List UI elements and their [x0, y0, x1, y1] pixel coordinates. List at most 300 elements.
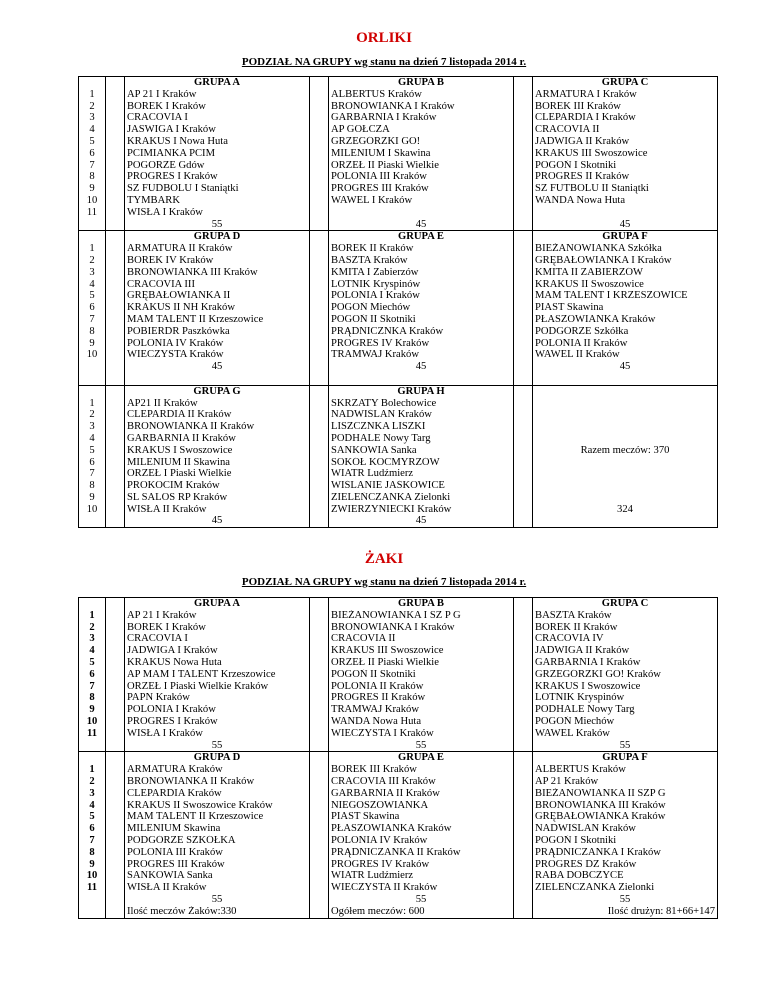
team-name: ARMATURA Kraków: [127, 764, 223, 776]
group-header: GRUPA D: [193, 231, 241, 243]
team-name: PROGRES III Kraków: [127, 858, 225, 870]
group-match-count: 45: [211, 361, 223, 373]
team-name: PRĄDNICZNKA Kraków: [331, 325, 444, 337]
team-name: BIEŻANOWIANKA II SZP G: [535, 787, 666, 799]
group-match-count: 45: [619, 361, 631, 373]
group-header: GRUPA H: [397, 385, 445, 397]
row-number: 1: [89, 88, 95, 100]
row-number: 2: [89, 409, 95, 421]
team-name: LISZCZNKA LISZKI: [331, 421, 426, 433]
team-name: ARMATURA II Kraków: [127, 243, 233, 255]
row-number: 3: [89, 112, 95, 124]
team-name: LOTNIK Kryspinów: [331, 278, 421, 290]
row-number: 9: [89, 858, 95, 870]
row-number: 3: [89, 633, 95, 645]
team-name: PRĄDNICZANKA II Kraków: [331, 846, 461, 858]
group-column: [533, 231, 718, 385]
row-number: 9: [89, 337, 95, 349]
team-name: WANDA Nowa Huta: [331, 715, 422, 727]
blank-line: [535, 457, 715, 469]
team-name: WISŁA II Kraków: [127, 882, 207, 894]
group-header: GRUPA B: [397, 77, 444, 88]
team-name: [331, 207, 511, 219]
group-block-row: [79, 752, 718, 918]
team-name: BOREK III Kraków: [535, 100, 621, 112]
team-name: ZIELEŃCZANKA Zielonki: [535, 882, 655, 894]
team-name: KRAKUS II NH Kraków: [127, 302, 235, 314]
team-name: PRĄDNICZANKA I Kraków: [535, 846, 661, 858]
column-gap: [514, 77, 533, 231]
blank-line: [535, 468, 715, 480]
row-number: 6: [89, 147, 95, 159]
group-header: GRUPA F: [602, 231, 648, 243]
group-header: GRUPA D: [193, 752, 241, 764]
row-number: 8: [89, 480, 95, 492]
team-name: WAWEL I Kraków: [331, 194, 413, 206]
team-name: PROGRES IV Kraków: [331, 337, 430, 349]
team-name: PIAST Skawina: [331, 811, 400, 823]
team-name: ALBERTUS Kraków: [535, 764, 626, 776]
team-name: JASWIGA I Kraków: [127, 124, 216, 136]
team-name: NADWIŚLAN Kraków: [331, 409, 432, 421]
group-header: GRUPA B: [397, 598, 444, 609]
row-number: 9: [89, 704, 95, 716]
column-gap: [310, 752, 329, 918]
team-name: [535, 207, 715, 219]
orliki-subtitle: PODZIAŁ NA GRUPY wg stanu na dzień 7 listopada 2014 r.: [241, 56, 527, 68]
team-name: BASZTA Kraków: [331, 254, 408, 266]
team-name: BRONOWIANKA I Kraków: [331, 621, 455, 633]
team-name: ORZEŁ I Piaski Wielkie Kraków: [127, 680, 269, 692]
group-column: [329, 231, 514, 385]
team-name: SZ FUTBOLU II Staniątki: [535, 183, 649, 195]
group-column: [125, 231, 310, 385]
team-name: ZWIERZYNIECKI Kraków: [331, 503, 452, 515]
group-block-row: [79, 385, 718, 528]
team-name: PROGRES I Kraków: [127, 715, 218, 727]
row-number: 7: [89, 159, 95, 171]
team-name: BRONOWIANKA III Kraków: [127, 266, 258, 278]
team-name: JADWIGA II Kraków: [535, 135, 630, 147]
team-name: NIEGOSZOWIANKA: [331, 799, 429, 811]
team-name: AP MAM I TALENT Krzeszowice: [127, 668, 276, 680]
team-name: POGOŃ Miechów: [535, 715, 615, 727]
team-name: PCIMIANKA PCIM: [127, 147, 216, 159]
team-name: BRONOWIANKA III Kraków: [535, 799, 666, 811]
team-name: POGORZE Gdów: [127, 159, 205, 171]
orliki-table: [78, 76, 718, 528]
team-name: WAWEL II Kraków: [535, 349, 620, 361]
team-name: WIATR Ludźmierz: [331, 870, 414, 882]
group-column: [533, 77, 718, 231]
group-match-count: 45: [415, 218, 427, 230]
team-name: WIŚLANIE JAŚKOWICE: [331, 480, 445, 492]
team-name: MILENIUM Skawina: [127, 823, 221, 835]
team-name: PROGRES I Kraków: [127, 171, 218, 183]
team-name: SKRZATY Bolechowice: [331, 397, 437, 409]
row-number: 5: [89, 811, 95, 823]
team-name: BASZTA Kraków: [535, 609, 612, 621]
group-header: GRUPA G: [193, 385, 241, 397]
team-name: WISŁA I Kraków: [127, 206, 203, 218]
team-name: POGOŃ Miechów: [331, 302, 411, 314]
summary-footer: Ilość drużyn: 81+66+147: [607, 905, 715, 917]
group-column: [125, 598, 310, 752]
column-gap: [106, 752, 125, 918]
team-name: GARBARNIA I Kraków: [535, 656, 641, 668]
team-name: GRĘBAŁOWIANKA I Kraków: [535, 254, 672, 266]
row-number: [81, 231, 103, 243]
row-number: [81, 740, 103, 752]
team-name: WIECZYSTA II Kraków: [331, 882, 438, 894]
team-name: BRONOWIANKA II Kraków: [127, 421, 255, 433]
row-number: 9: [89, 491, 95, 503]
row-number: 10: [86, 503, 98, 515]
row-number: [81, 219, 103, 231]
team-name: GARBARNIA II Kraków: [127, 432, 236, 444]
team-name: BIEŻANOWIANKA I SZ P G: [331, 609, 461, 621]
team-name: AP 21 I Kraków: [127, 609, 197, 621]
team-name: KRAKUS I Nowa Huta: [127, 135, 228, 147]
column-gap: [106, 385, 125, 528]
group-header: GRUPA F: [602, 752, 648, 764]
group-match-count: 55: [415, 739, 427, 751]
group-column: [533, 385, 718, 528]
team-name: GRZEGÓRZKI GO! Kraków: [535, 668, 661, 680]
group-column: [125, 385, 310, 528]
row-number: [81, 752, 103, 764]
column-gap: [514, 385, 533, 528]
row-number: 5: [89, 656, 95, 668]
group-match-count: 45: [211, 515, 223, 527]
team-name: PAPN Kraków: [127, 692, 190, 704]
team-name: CRACOVIA III: [127, 278, 195, 290]
team-name: WIECZYSTA I Kraków: [331, 727, 434, 739]
row-number: [81, 515, 103, 527]
total-matches-label: Razem meczów: 370: [580, 444, 670, 456]
row-number: [81, 361, 103, 373]
team-name: WAWEL Kraków: [535, 727, 610, 739]
group-header: GRUPA E: [397, 752, 444, 764]
team-name: POLONIA II Kraków: [535, 337, 628, 349]
group-column: [329, 598, 514, 752]
team-name: PODHALE Nowy Targ: [331, 432, 431, 444]
row-number: 4: [89, 278, 95, 290]
team-name: BOREK IV Kraków: [127, 254, 214, 266]
row-number-column: [79, 77, 106, 231]
blank-line: [535, 421, 715, 433]
row-number: 9: [89, 183, 95, 195]
team-name: AP 21 I Kraków: [127, 88, 197, 100]
column-gap: [310, 77, 329, 231]
row-number: 10: [86, 870, 98, 882]
column-gap: [106, 231, 125, 385]
team-name: CRACOVIA IV: [535, 633, 604, 645]
team-name: SANKOWIA Sanka: [331, 444, 417, 456]
column-gap: [106, 77, 125, 231]
row-number: 4: [89, 124, 95, 136]
team-name: PROGRES III Kraków: [331, 183, 429, 195]
team-name: TRAMWAJ Kraków: [331, 349, 419, 361]
team-name: MAM TALENT II Krzeszowice: [127, 313, 264, 325]
group-header: GRUPA A: [193, 77, 240, 88]
row-number-column: [79, 752, 106, 918]
row-number: 7: [89, 680, 95, 692]
group-match-count: 45: [415, 361, 427, 373]
team-name: MILENIUM I Skawina: [331, 147, 431, 159]
summary-footer: Ilość meczów Żaków:330: [127, 905, 237, 917]
team-name: KRAKUS II Swoszowice: [535, 278, 644, 290]
row-number: 2: [89, 100, 95, 112]
group-block-row: [79, 77, 718, 231]
team-name: PODHALE Nowy Targ: [535, 704, 635, 716]
group-column: [329, 385, 514, 528]
row-number: 2: [89, 254, 95, 266]
team-name: SZ FUDBOLU I Staniątki: [127, 183, 239, 195]
team-name: PROGRES II Kraków: [331, 692, 426, 704]
group-column: [125, 752, 310, 918]
team-name: CRACOVIA II: [535, 124, 600, 136]
team-name: CLEPARDIA Kraków: [127, 787, 222, 799]
team-name: KRAKUS II Swoszowice Kraków: [127, 799, 273, 811]
team-name: BOREK II Kraków: [331, 243, 414, 255]
row-number: 3: [89, 787, 95, 799]
row-number: 4: [89, 799, 95, 811]
team-name: KRAKUS I Swoszowice: [535, 680, 641, 692]
team-name: PIAST Skawina: [535, 302, 604, 314]
team-name: POLONIA III Kraków: [331, 171, 427, 183]
team-name: ZIELEŃCZANKA Zielonki: [331, 491, 451, 503]
team-name: BOREK II Kraków: [535, 621, 618, 633]
team-name: MAM TALENT I KRZESZOWICE: [535, 290, 688, 302]
row-number: 6: [89, 668, 95, 680]
team-name: GRZEGÓRZKI GO!: [331, 135, 421, 147]
team-name: NADWIŚLAN Kraków: [535, 823, 636, 835]
team-name: PODGÓRZE Szkółka: [535, 325, 629, 337]
row-number: 11: [86, 882, 97, 894]
team-name: AP21 II Kraków: [127, 397, 198, 409]
team-name: ARMATURA I Kraków: [535, 88, 637, 100]
team-name: PROKOCIM Kraków: [127, 480, 220, 492]
row-number: 10: [86, 349, 98, 361]
team-name: SL SALOS RP Kraków: [127, 491, 228, 503]
team-name: POGOŃ II Skotniki: [331, 668, 416, 680]
column-gap: [514, 231, 533, 385]
team-name: BRONOWIANKA II Kraków: [127, 775, 255, 787]
team-name: POGOŃ I Skotniki: [535, 834, 617, 846]
row-number: 8: [89, 325, 95, 337]
team-name: KMITA I Zabierzów: [331, 266, 419, 278]
team-name: AP 21 Kraków: [535, 775, 599, 787]
team-name: WIATR Ludźmierz: [331, 468, 414, 480]
row-number: 2: [89, 621, 95, 633]
row-number: 3: [89, 421, 95, 433]
blank-line: [535, 409, 715, 421]
group-match-count: 55: [619, 739, 631, 751]
team-name: KRAKUS III Swoszowice: [535, 147, 648, 159]
team-name: CLEPARDIA II Kraków: [127, 409, 232, 421]
row-number: [81, 894, 103, 906]
team-name: GARBARNIA II Kraków: [331, 787, 440, 799]
team-name: KRAKUS III Swoszowice: [331, 645, 444, 657]
team-name: CRACOVIA II: [331, 633, 396, 645]
team-name: POLONIA IV Kraków: [127, 337, 224, 349]
row-number: 11: [86, 206, 98, 218]
row-number: 8: [89, 846, 95, 858]
row-number: [81, 906, 103, 918]
team-name: WIECZYSTA Kraków: [127, 349, 224, 361]
row-number: 11: [86, 727, 97, 739]
row-number: 10: [86, 715, 98, 727]
team-name: TYMBARK: [127, 194, 180, 206]
zaki-subtitle: PODZIAŁ NA GRUPY wg stanu na dzień 7 listopada 2014 r.: [241, 576, 527, 588]
row-number: 5: [89, 444, 95, 456]
group-match-count: 45: [619, 218, 631, 230]
team-name: KRAKUS Nowa Huta: [127, 656, 222, 668]
row-number: 1: [89, 397, 95, 409]
team-name: POLONIA I Kraków: [331, 290, 420, 302]
column-gap: [310, 231, 329, 385]
team-name: POLONIA III Kraków: [127, 846, 223, 858]
row-number: 6: [89, 823, 95, 835]
team-name: CLEPARDIA I Kraków: [535, 112, 636, 124]
row-number: 5: [89, 135, 95, 147]
row-number: 6: [89, 302, 95, 314]
group-column: [125, 77, 310, 231]
row-number: [81, 77, 103, 89]
group-header: GRUPA A: [193, 598, 240, 609]
row-number: 4: [89, 432, 95, 444]
group-block-row: [79, 598, 718, 752]
row-number: 7: [89, 313, 95, 325]
group-column: [329, 752, 514, 918]
team-name: WISŁA I Kraków: [127, 727, 203, 739]
row-number: 1: [89, 609, 95, 621]
team-name: GRĘBAŁOWIANKA Kraków: [535, 811, 666, 823]
column-gap: [310, 598, 329, 752]
row-number: 8: [89, 692, 95, 704]
group-match-count: 55: [619, 893, 631, 905]
team-name: POBIERDR Paszkówka: [127, 325, 230, 337]
team-name: POLONIA IV Kraków: [331, 834, 428, 846]
group-match-count: 55: [211, 739, 223, 751]
row-number-column: [79, 598, 106, 752]
blank-line: [535, 480, 715, 492]
team-name: RABA DOBCZYCE: [535, 870, 624, 882]
team-name: PROGRES IV Kraków: [331, 858, 430, 870]
group-match-count: 45: [415, 515, 427, 527]
team-name: BOREK I Kraków: [127, 621, 206, 633]
group-column: [329, 77, 514, 231]
column-gap: [514, 598, 533, 752]
group-column: [533, 598, 718, 752]
team-name: WANDA Nowa Huta: [535, 194, 626, 206]
team-name: BIEŻANOWIANKA Szkółka: [535, 243, 662, 255]
group-header: GRUPA C: [601, 77, 649, 88]
row-number: 3: [89, 266, 95, 278]
team-name: BRONOWIANKA I Kraków: [331, 100, 455, 112]
row-number: 10: [86, 194, 98, 206]
column-gap: [310, 385, 329, 528]
team-name: PODGÓRZE SZKÓŁKA: [127, 834, 236, 846]
team-name: SANKOWIA Sanka: [127, 870, 213, 882]
blank-line: [535, 492, 715, 504]
team-name: PROGRES II Kraków: [535, 171, 630, 183]
column-gap: [106, 598, 125, 752]
team-name: WISŁA II Kraków: [127, 503, 207, 515]
group-match-count: 55: [415, 893, 427, 905]
group-header: GRUPA C: [601, 598, 649, 609]
summary-footer: Ogółem meczów: 600: [331, 905, 425, 917]
team-name: AP GOŁCZA: [331, 124, 390, 136]
row-number: 5: [89, 290, 95, 302]
row-number: 6: [89, 456, 95, 468]
team-name: POGOŃ II Skotniki: [331, 313, 416, 325]
row-number: [81, 373, 103, 385]
team-name: BOREK III Kraków: [331, 764, 417, 776]
team-name: CRACOVIA I: [127, 112, 188, 124]
group-column: [533, 752, 718, 918]
team-name: SOKÓŁ KOCMYRZÓW: [331, 456, 440, 468]
team-name: GRĘBAŁOWIANKA II: [127, 290, 231, 302]
team-name: CRACOVIA III Kraków: [331, 775, 436, 787]
team-name: MAM TALENT II Krzeszowice: [127, 811, 264, 823]
group-header: GRUPA E: [397, 231, 444, 243]
blank-line: [535, 398, 715, 410]
row-number: [81, 598, 103, 610]
team-name: KRAKUS I Swoszowice: [127, 444, 233, 456]
orliki-title: ORLIKI: [356, 30, 412, 46]
row-number: 7: [89, 468, 95, 480]
group-match-count: 55: [211, 893, 223, 905]
team-name: GARBARNIA I Kraków: [331, 112, 437, 124]
column-gap: [514, 752, 533, 918]
team-name: PŁASZOWIANKA Kraków: [331, 823, 452, 835]
team-name: BOREK I Kraków: [127, 100, 206, 112]
team-name: ORZEŁ II Piaski Wielkie: [331, 656, 439, 668]
row-number: 8: [89, 171, 95, 183]
team-name: POGOŃ I Skotniki: [535, 159, 617, 171]
zaki-table: [78, 597, 718, 919]
team-name: ALBERTUS Kraków: [331, 88, 422, 100]
row-number: 1: [89, 764, 95, 776]
team-name: CRACOVIA I: [127, 633, 188, 645]
row-number-column: [79, 385, 106, 528]
row-number: 2: [89, 775, 95, 787]
team-name: ORZEŁ II Piaski Wielkie: [331, 159, 439, 171]
team-name: PROGRES DZ Kraków: [535, 858, 637, 870]
row-number: 7: [89, 834, 95, 846]
team-name: POLONIA II Kraków: [331, 680, 424, 692]
blank-line: [535, 433, 715, 445]
zaki-title: ŻAKI: [364, 551, 404, 567]
team-name: POLONIA I Kraków: [127, 704, 216, 716]
summary-value: 324: [617, 503, 633, 515]
team-name: TRAMWAJ Kraków: [331, 704, 419, 716]
team-name: LOTNIK Kryspinów: [535, 692, 625, 704]
team-name: KMITA II ZABIERZÓW: [535, 266, 644, 278]
row-number: 1: [89, 243, 95, 255]
row-number: [81, 386, 103, 398]
team-name: JADWIGA II Kraków: [535, 645, 630, 657]
row-number: 4: [89, 645, 95, 657]
group-block-row: [79, 231, 718, 385]
team-name: ORZEŁ I Piaski Wielkie: [127, 468, 232, 480]
row-number-column: [79, 231, 106, 385]
team-name: JADWIGA I Kraków: [127, 645, 218, 657]
group-match-count: 55: [211, 218, 223, 230]
team-name: PŁASZOWIANKA Kraków: [535, 313, 656, 325]
